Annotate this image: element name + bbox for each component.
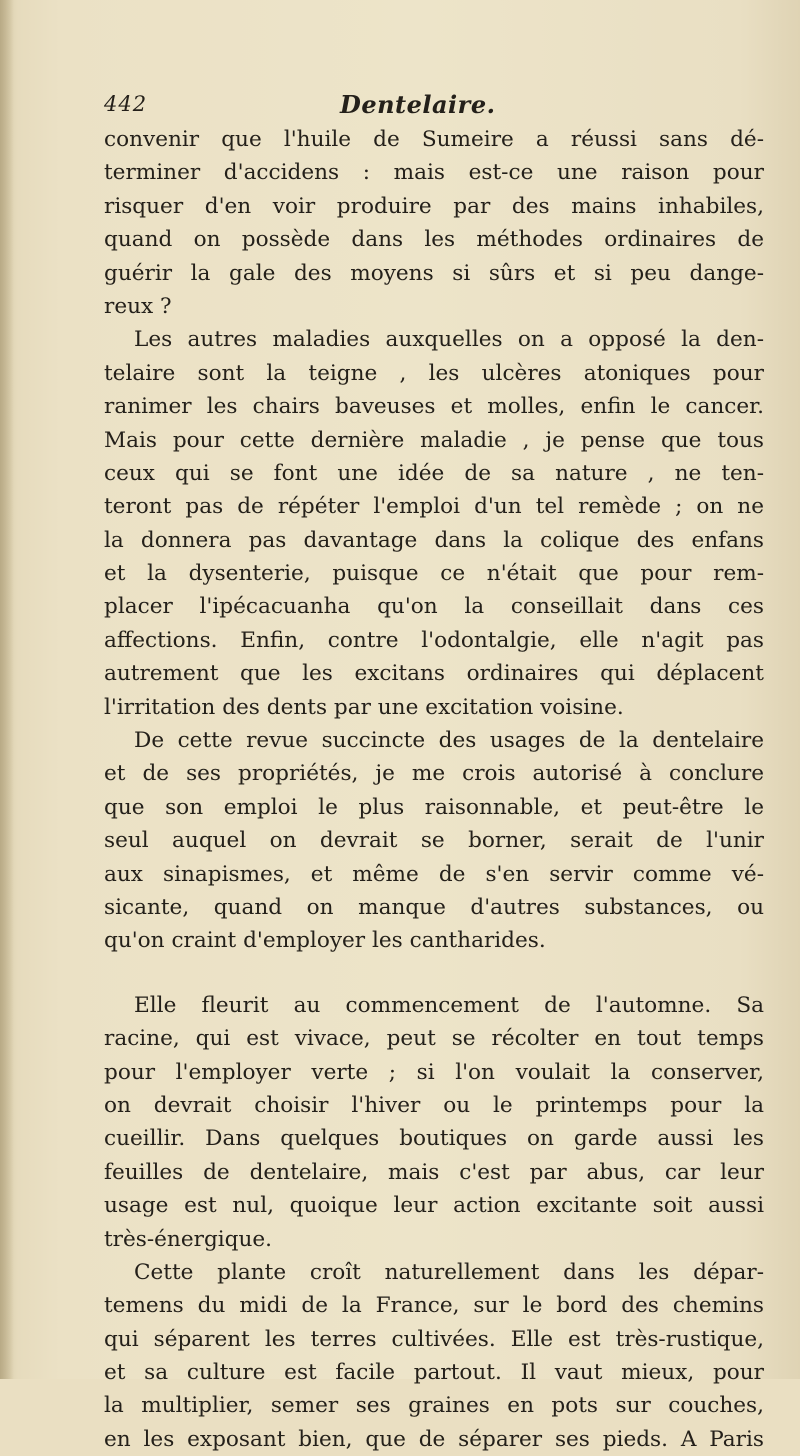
text-line: ranimer les chairs baveuses et molles, enfin le cancer. (104, 394, 764, 420)
body-text (104, 123, 764, 1456)
text-line: temens du midi de la France, sur le bord des chemins (104, 1293, 764, 1319)
page-header (104, 92, 764, 122)
paragraph-3 (104, 724, 764, 958)
text-line: la multiplier, semer ses graines en pots sur couches, (104, 1393, 764, 1419)
page-number: 442 (104, 92, 148, 116)
text-line: Mais pour cette dernière maladie , je pense que tous (104, 427, 764, 453)
text-line: Elle fleurit au commencement de l'automne. Sa (134, 992, 764, 1018)
text-line: en les exposant bien, que de séparer ses pieds. A Paris (104, 1426, 764, 1452)
section-gap (104, 958, 764, 989)
paragraph-5 (104, 1256, 764, 1456)
book-gutter-shadow (0, 0, 14, 1379)
text-line: que son emploi le plus raisonnable, et peut-être le (104, 794, 764, 820)
text-line: Cette plante croît naturellement dans les dépar- (134, 1259, 764, 1285)
text-line: convenir que l'huile de Sumeire a réussi sans dé- (104, 127, 764, 152)
text-line: l'irritation des dents par une excitation voisine. (104, 694, 624, 720)
text-line: qu'on craint d'employer les cantharides. (104, 928, 546, 954)
text-line: ceux qui se font une idée de sa nature , ne ten- (104, 460, 764, 486)
text-line: très-énergique. (104, 1226, 273, 1252)
text-line: quand on possède dans les méthodes ordinaires de (104, 227, 764, 253)
running-title: Dentelaire. (340, 90, 496, 119)
text-line: autrement que les excitans ordinaires qui déplacent (104, 661, 764, 687)
text-line: risquer d'en voir produire par des mains inhabiles, (104, 193, 764, 219)
text-line: pour l'employer verte ; si l'on voulait la conserver, (104, 1059, 764, 1085)
paragraph-1 (104, 123, 764, 323)
text-line: terminer d'accidens : mais est-ce une raison pour (104, 160, 764, 186)
text-line: feuilles de dentelaire, mais c'est par abus, car leur (104, 1159, 764, 1185)
text-line: De cette revue succincte des usages de la dentelaire (134, 728, 764, 754)
text-line: placer l'ipécacuanha qu'on la conseillait dans ces (104, 594, 764, 620)
text-line: usage est nul, quoique leur action excitante soit aussi (104, 1193, 764, 1219)
text-line: telaire sont la teigne , les ulcères atoniques pour (104, 360, 764, 386)
text-line: et sa culture est facile partout. Il vaut mieux, pour (104, 1360, 764, 1386)
text-line: guérir la gale des moyens si sûrs et si peu dange- (104, 260, 764, 286)
text-line: seul auquel on devrait se borner, serait de l'unir (104, 828, 764, 854)
text-line: on devrait choisir l'hiver ou le printemps pour la (104, 1092, 764, 1118)
paragraph-2 (104, 323, 764, 724)
text-line: reux ? (104, 293, 172, 319)
text-line: et de ses propriétés, je me crois autorisé à conclure (104, 761, 764, 787)
text-line: racine, qui est vivace, peut se récolter en tout temps (104, 1026, 764, 1052)
text-line: la donnera pas davantage dans la colique des enfans (104, 527, 764, 553)
text-line: cueillir. Dans quelques boutiques on garde aussi les (104, 1126, 764, 1152)
text-line: aux sinapismes, et même de s'en servir comme vé- (104, 861, 764, 887)
text-line: teront pas de répéter l'emploi d'un tel remède ; on ne (104, 494, 764, 520)
text-line: sicante, quand on manque d'autres substances, ou (104, 894, 764, 920)
paragraph-4 (104, 989, 764, 1256)
text-line: Les autres maladies auxquelles on a opposé la den- (134, 327, 764, 353)
text-line: et la dysenterie, puisque ce n'était que pour rem- (104, 561, 764, 587)
text-line: qui séparent les terres cultivées. Elle est très-rustique, (104, 1326, 764, 1352)
text-line: affections. Enfin, contre l'odontalgie, elle n'agit pas (104, 627, 764, 653)
